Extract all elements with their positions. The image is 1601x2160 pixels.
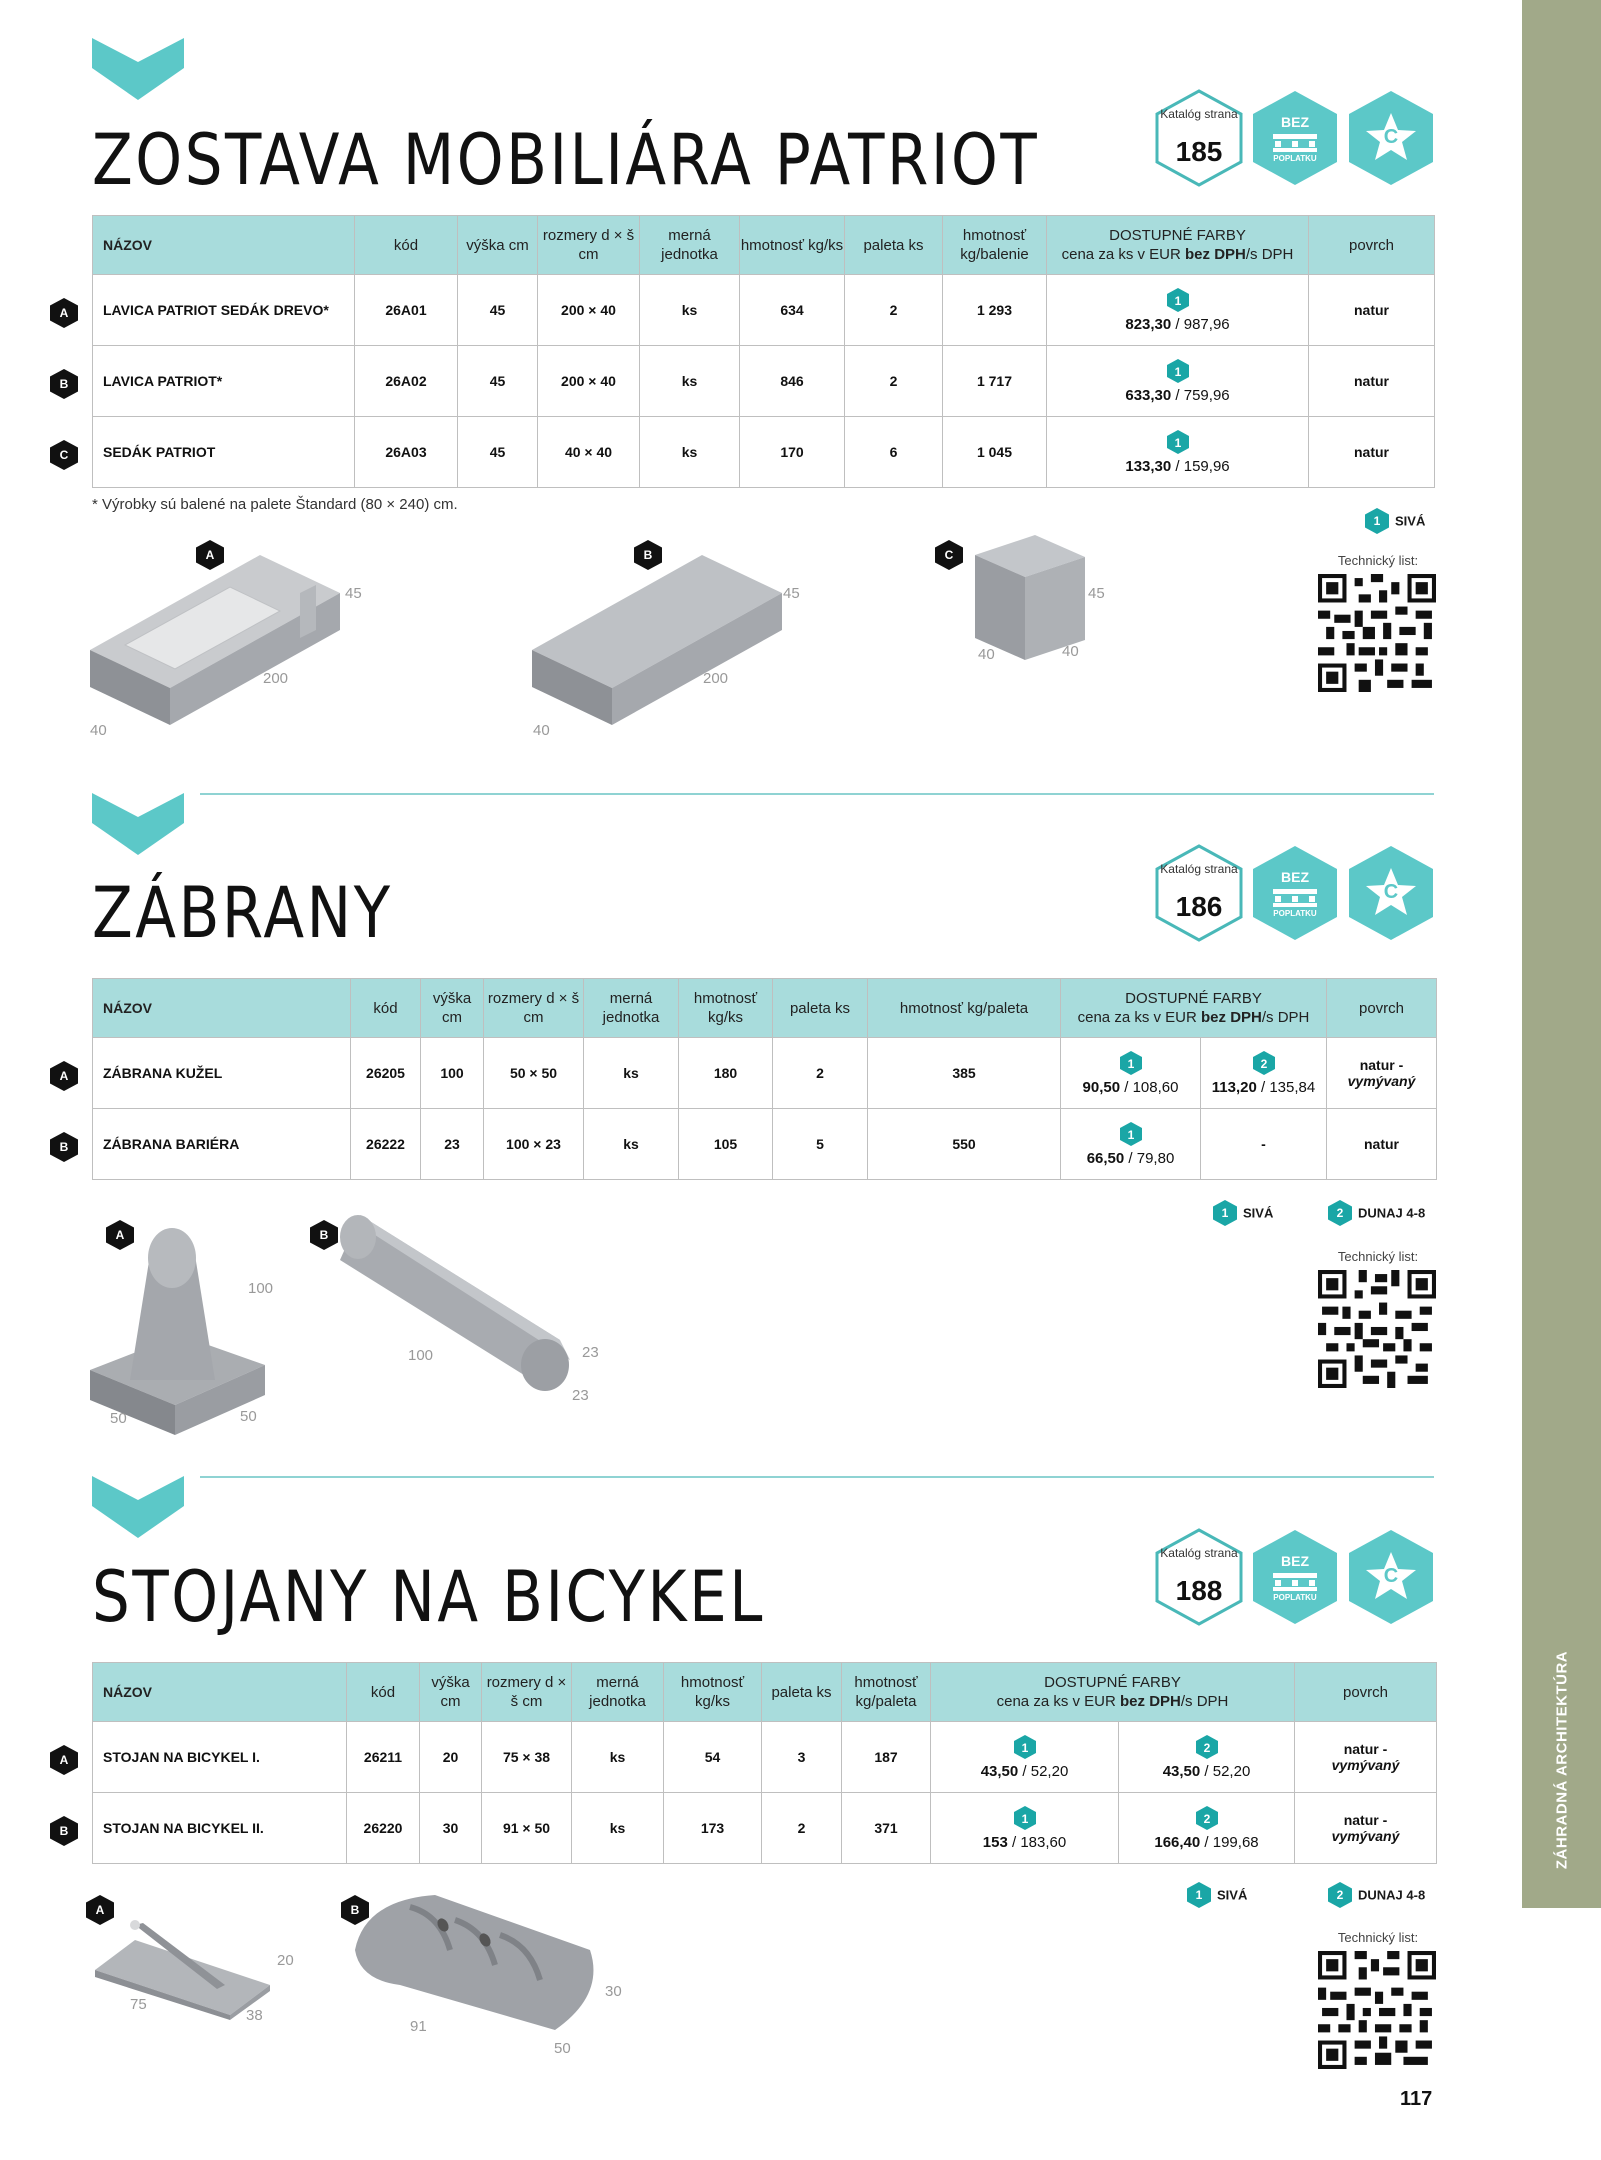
image-marker: B <box>310 1220 338 1250</box>
colors-header: DOSTUPNÉ FARBY cena za ks v EUR bez DPH/s DPH <box>1061 979 1327 1038</box>
legend-gray: 1 SIVÁ <box>1365 508 1425 534</box>
svg-text:1: 1 <box>1021 1740 1028 1755</box>
side-tab <box>1522 0 1601 1908</box>
color-1-icon <box>1120 1122 1142 1146</box>
catalog-page-badge: Katalóg strana 186 <box>1154 843 1244 943</box>
price-cell: 1 90,50 / 108,60 <box>1061 1038 1201 1109</box>
product-image-stojan-1 <box>95 1905 270 2020</box>
qr-code[interactable] <box>1318 574 1436 692</box>
qr-code[interactable] <box>1318 1951 1436 2069</box>
color-2-icon <box>1253 1051 1275 1075</box>
image-marker: A <box>196 540 224 570</box>
section-title: ZOSTAVA MOBILIÁRA PATRIOT <box>92 119 1040 201</box>
image-marker: A <box>106 1220 134 1250</box>
product-image-lavica <box>532 555 792 725</box>
product-table: NÁZOV kód výška cm rozmery d × š cm merná jednotka hmotnosť kg/ks paleta ks hmotnosť kg/paleta DOSTUPNÉ FARBY cena za ks v EUR bez DPH/s DPH povrch STOJAN NA BICYKEL I. 26211 20 75 × 38 ks 54 3 187 1 43,50 / 52,20 2 43,50 / 52,20 natur - vymývaný STOJAN NA BICYKEL II. 26220 30 91 × 50 ks 173 2 371 1 153 / 183,60 2 166,40 / 199,68 natur - vymývaný <box>92 1662 1437 1864</box>
product-table: NÁZOV kód výška cm rozmery d × š cm merná jednotka hmotnosť kg/ks paleta ks hmotnosť kg/balenie DOSTUPNÉ FARBY cena za ks v EUR bez DPH/s DPH povrch LAVICA PATRIOT SEDÁK DREVO* 26A01 45 200 × 40 ks 634 2 1 293 1 823,30 / 987,96 natur LAVICA PATRIOT* 26A02 45 200 × 40 ks 846 2 1 717 1 633,30 / 759,96 natur SEDÁK PATRIOT 26A03 45 40 × 40 ks 170 6 1 045 1 133,30 / 159,96 natur <box>92 215 1435 488</box>
star-c-badge: C <box>1346 843 1436 943</box>
price-cell: 1 43,50 / 52,20 <box>931 1722 1119 1793</box>
svg-text:1: 1 <box>1127 1127 1134 1142</box>
star-c-badge: C <box>1346 88 1436 188</box>
section-divider <box>200 793 1434 795</box>
table-row: STOJAN NA BICYKEL I. 26211 20 75 × 38 ks 54 3 187 1 43,50 / 52,20 2 43,50 / 52,20 natur - vymývaný <box>93 1722 1437 1793</box>
price-cell: 1 633,30 / 759,96 <box>1047 346 1309 417</box>
table-row: LAVICA PATRIOT SEDÁK DREVO* 26A01 45 200 × 40 ks 634 2 1 293 1 823,30 / 987,96 natur <box>93 275 1435 346</box>
svg-text:2: 2 <box>1203 1740 1210 1755</box>
svg-text:1: 1 <box>1174 293 1181 308</box>
catalog-page-badge: Katalóg strana 185 <box>1154 88 1244 188</box>
svg-text:1: 1 <box>1174 435 1181 450</box>
no-fee-pallet-badge: BEZ POPLATKU <box>1250 1527 1340 1627</box>
no-fee-pallet-badge: BEZ POPLATKU <box>1250 843 1340 943</box>
color-1-icon <box>1167 359 1189 383</box>
row-marker: B <box>50 1816 78 1846</box>
table-row: ZÁBRANA KUŽEL 26205 100 50 × 50 ks 180 2 385 1 90,50 / 108,60 2 113,20 / 135,84 natur - vymývaný <box>93 1038 1437 1109</box>
image-marker: A <box>86 1895 114 1925</box>
catalog-page-badge: Katalóg strana 188 <box>1154 1527 1244 1627</box>
page-number: 117 <box>1400 2088 1433 2110</box>
side-label: ZÁHRADNÁ ARCHITEKTÚRA <box>1553 1650 1570 1870</box>
row-marker: A <box>50 1745 78 1775</box>
image-marker: B <box>341 1895 369 1925</box>
color-1-icon <box>1014 1735 1036 1759</box>
legend-dunaj: 2 DUNAJ 4-8 <box>1328 1200 1425 1226</box>
star-c-badge: C <box>1346 1527 1436 1627</box>
price-cell: 2 43,50 / 52,20 <box>1119 1722 1295 1793</box>
chevron-down-icon <box>92 38 184 100</box>
color-1-icon <box>1167 288 1189 312</box>
svg-text:1: 1 <box>1021 1811 1028 1826</box>
image-marker: B <box>634 540 662 570</box>
color-2-icon <box>1196 1806 1218 1830</box>
section-divider <box>200 1476 1434 1478</box>
section-title: ZÁBRANY <box>92 872 393 954</box>
no-fee-pallet-badge: BEZ POPLATKU <box>1250 88 1340 188</box>
row-marker: B <box>50 369 78 399</box>
price-cell: 1 66,50 / 79,80 <box>1061 1109 1201 1180</box>
product-image-zabrana-bariera <box>340 1215 570 1395</box>
price-cell: 1 153 / 183,60 <box>931 1793 1119 1864</box>
chevron-down-icon <box>92 793 184 855</box>
table-row: ZÁBRANA BARIÉRA 26222 23 100 × 23 ks 105 5 550 1 66,50 / 79,80 - natur <box>93 1109 1437 1180</box>
table-row: SEDÁK PATRIOT 26A03 45 40 × 40 ks 170 6 1 045 1 133,30 / 159,96 natur <box>93 417 1435 488</box>
product-image-lavica-drevo <box>90 555 350 725</box>
colors-header: DOSTUPNÉ FARBY cena za ks v EUR bez DPH/s DPH <box>1047 216 1309 275</box>
section-title: STOJANY NA BICYKEL <box>92 1556 765 1638</box>
colors-header: DOSTUPNÉ FARBY cena za ks v EUR bez DPH/s DPH <box>931 1663 1295 1722</box>
price-cell: 2 166,40 / 199,68 <box>1119 1793 1295 1864</box>
footnote: * Výrobky sú balené na palete Štandard (80 × 240) cm. <box>92 496 458 513</box>
row-marker: A <box>50 1061 78 1091</box>
tech-sheet-label: Technický list: <box>1337 1930 1419 1945</box>
legend-gray: 1 SIVÁ <box>1187 1882 1247 1908</box>
row-marker: A <box>50 298 78 328</box>
row-marker: B <box>50 1132 78 1162</box>
table-row: STOJAN NA BICYKEL II. 26220 30 91 × 50 ks 173 2 371 1 153 / 183,60 2 166,40 / 199,68 natur - vymývaný <box>93 1793 1437 1864</box>
color-1-icon <box>1167 430 1189 454</box>
legend-dunaj: 2 DUNAJ 4-8 <box>1328 1882 1425 1908</box>
svg-text:1: 1 <box>1174 364 1181 379</box>
price-cell: 2 113,20 / 135,84 <box>1201 1038 1327 1109</box>
svg-text:1: 1 <box>1127 1056 1134 1071</box>
legend-gray: 1 SIVÁ <box>1213 1200 1273 1226</box>
price-cell: 1 823,30 / 987,96 <box>1047 275 1309 346</box>
table-row: LAVICA PATRIOT* 26A02 45 200 × 40 ks 846 2 1 717 1 633,30 / 759,96 natur <box>93 346 1435 417</box>
product-image-sedak <box>975 535 1085 660</box>
image-marker: C <box>935 540 963 570</box>
color-1-icon <box>1120 1051 1142 1075</box>
svg-text:2: 2 <box>1260 1056 1267 1071</box>
tech-sheet-label: Technický list: <box>1337 553 1419 568</box>
price-cell: 1 133,30 / 159,96 <box>1047 417 1309 488</box>
product-image-stojan-2 <box>355 1895 605 2030</box>
color-2-icon <box>1196 1735 1218 1759</box>
tech-sheet-label: Technický list: <box>1337 1249 1419 1264</box>
svg-text:2: 2 <box>1203 1811 1210 1826</box>
color-1-icon <box>1014 1806 1036 1830</box>
product-table: NÁZOV kód výška cm rozmery d × š cm merná jednotka hmotnosť kg/ks paleta ks hmotnosť kg/paleta DOSTUPNÉ FARBY cena za ks v EUR bez DPH/s DPH povrch ZÁBRANA KUŽEL 26205 100 50 × 50 ks 180 2 385 1 90,50 / 108,60 2 113,20 / 135,84 natur - vymývaný ZÁBRANA BARIÉRA 26222 23 100 × 23 ks 105 5 550 1 66,50 / 79,80 - natur <box>92 978 1437 1180</box>
qr-code[interactable] <box>1318 1270 1436 1388</box>
row-marker: C <box>50 440 78 470</box>
chevron-down-icon <box>92 1476 184 1538</box>
